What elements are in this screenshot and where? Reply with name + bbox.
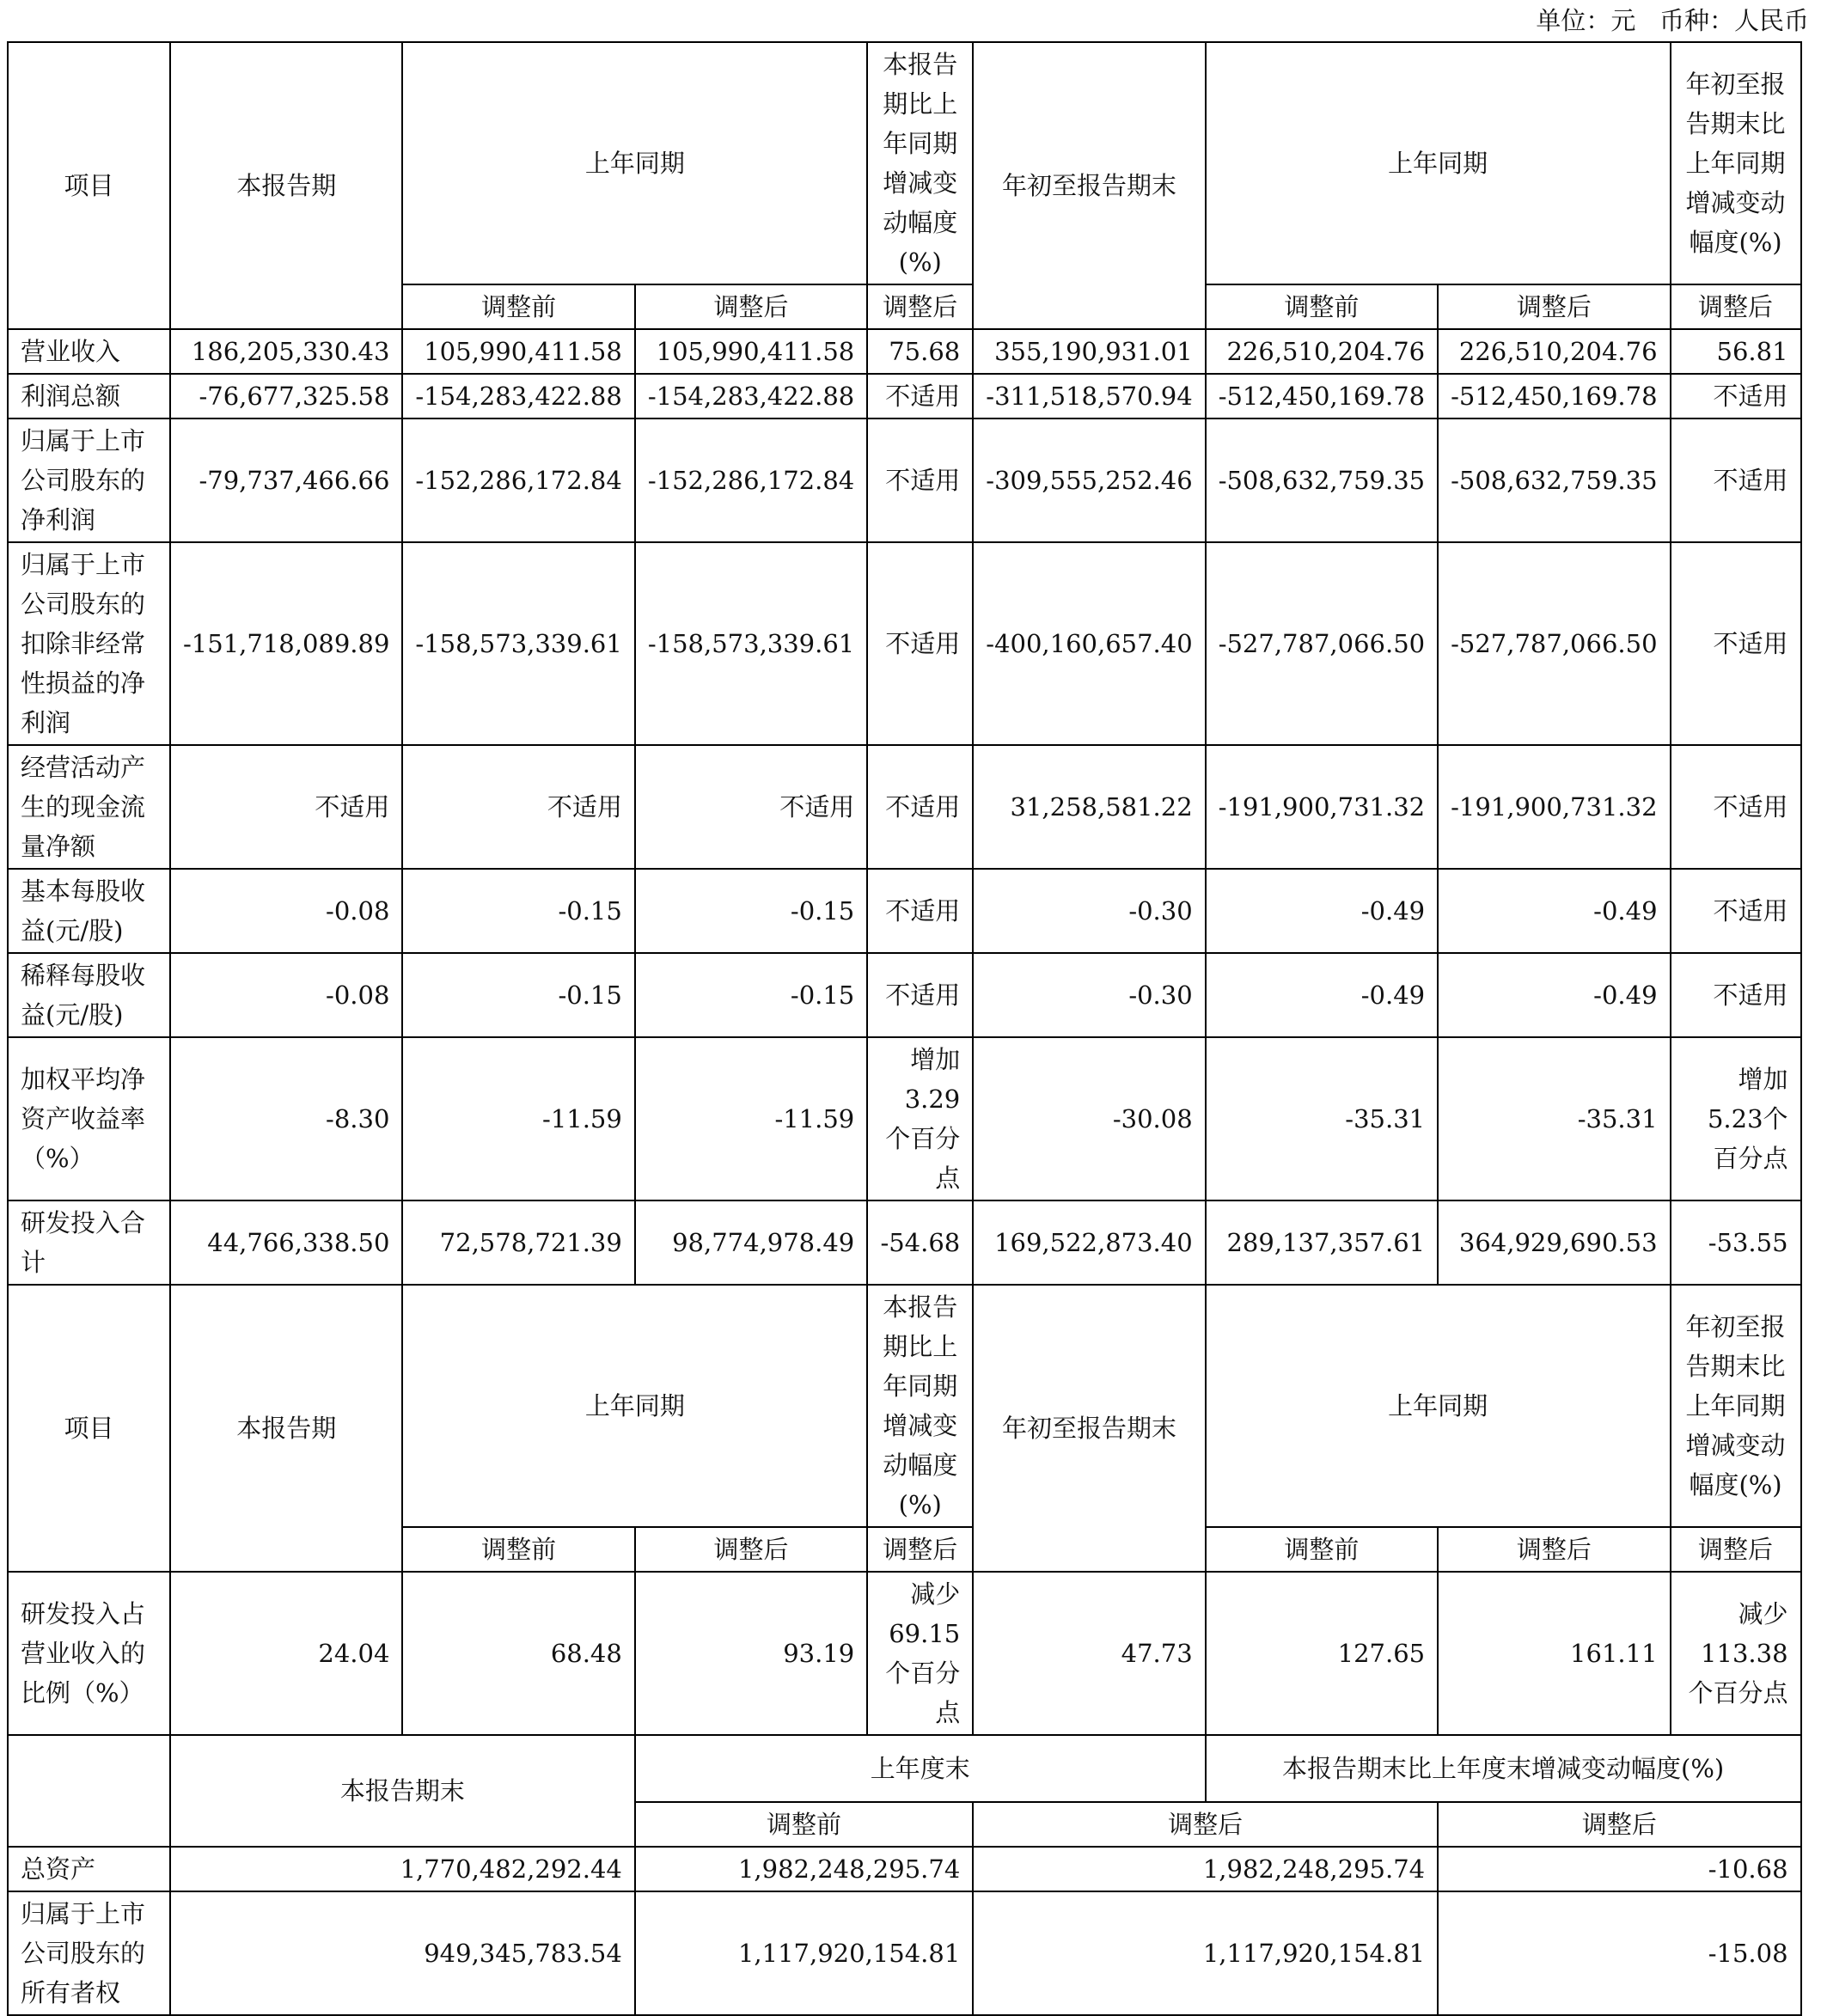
cell-change-current: 不适用 bbox=[867, 374, 973, 418]
cell-change-ytd: 不适用 bbox=[1671, 374, 1801, 418]
cell-prior-after-adj: -154,283,422.88 bbox=[635, 374, 867, 418]
cell-change-balance: -10.68 bbox=[1438, 1847, 1800, 1891]
cell-prior-ytd-after-adj: -191,900,731.32 bbox=[1438, 745, 1670, 869]
balance-rows bbox=[8, 1847, 1801, 2015]
cell-prior-ytd-after-adj: -512,450,169.78 bbox=[1438, 374, 1670, 418]
cell-prior-ytd-before-adj: -527,787,066.50 bbox=[1206, 542, 1438, 745]
income-rows bbox=[8, 329, 1801, 1285]
cell-prior-ytd-before-adj: -508,632,759.35 bbox=[1206, 418, 1438, 542]
cell-current-period: 186,205,330.43 bbox=[170, 329, 402, 374]
row-label: 总资产 bbox=[8, 1847, 170, 1891]
cell-prior-ytd-before-adj: -512,450,169.78 bbox=[1206, 374, 1438, 418]
cell-change-ytd: 不适用 bbox=[1671, 542, 1801, 745]
header-change-ytd: 年初至报告期末比上年同期增减变动幅度(%) bbox=[1671, 42, 1801, 284]
table-row bbox=[8, 374, 1801, 418]
cell-prior-before-adj: -0.15 bbox=[402, 869, 634, 953]
cell-prior-before-adj: 105,990,411.58 bbox=[402, 329, 634, 374]
header-item: 项目 bbox=[8, 1285, 170, 1572]
balance-header-change: 本报告期末比上年度末增减变动幅度(%) bbox=[1206, 1735, 1801, 1802]
cell-current-period: -0.08 bbox=[170, 869, 402, 953]
cell-current-period: 44,766,338.50 bbox=[170, 1200, 402, 1285]
cell-change-ytd: 不适用 bbox=[1671, 745, 1801, 869]
subheader-after-adj: 调整后 bbox=[867, 1527, 973, 1572]
cell-change-ytd: 增加5.23个百分点 bbox=[1671, 1037, 1801, 1200]
cell-change-current: 75.68 bbox=[867, 329, 973, 374]
cell-change-current: 不适用 bbox=[867, 869, 973, 953]
cell-prior-ytd-before-adj: 127.65 bbox=[1206, 1572, 1438, 1735]
cell-ytd: -30.08 bbox=[973, 1037, 1205, 1200]
cell-prior-ytd-after-adj: -508,632,759.35 bbox=[1438, 418, 1670, 542]
balance-header-prior-year-end: 上年度末 bbox=[635, 1735, 1206, 1802]
cell-prior-ytd-before-adj: -35.31 bbox=[1206, 1037, 1438, 1200]
row-label: 加权平均净资产收益率（%） bbox=[8, 1037, 170, 1200]
row-label: 归属于上市公司股东的净利润 bbox=[8, 418, 170, 542]
table-row bbox=[8, 1200, 1801, 1285]
row-label: 归属于上市公司股东的扣除非经常性损益的净利润 bbox=[8, 542, 170, 745]
rd-ratio-rows bbox=[8, 1572, 1801, 1735]
header-prior-year-same-period-ytd: 上年同期 bbox=[1206, 42, 1671, 284]
cell-prior-after-adj: -0.15 bbox=[635, 869, 867, 953]
cell-prior-after-adj: 98,774,978.49 bbox=[635, 1200, 867, 1285]
table-row bbox=[8, 329, 1801, 374]
cell-prior-before-adj: 72,578,721.39 bbox=[402, 1200, 634, 1285]
cell-prior-before-adj: -152,286,172.84 bbox=[402, 418, 634, 542]
cell-prior-ytd-after-adj: -35.31 bbox=[1438, 1037, 1670, 1200]
table-row bbox=[8, 1572, 1801, 1735]
row-label: 稀释每股收益(元/股) bbox=[8, 953, 170, 1037]
cell-prior-ytd-before-adj: -0.49 bbox=[1206, 869, 1438, 953]
cell-prior-year-end-after-adj: 1,982,248,295.74 bbox=[973, 1847, 1438, 1891]
cell-prior-after-adj: -152,286,172.84 bbox=[635, 418, 867, 542]
cell-change-current: 增加 3.29 个百分点 bbox=[867, 1037, 973, 1200]
cell-prior-ytd-before-adj: -0.49 bbox=[1206, 953, 1438, 1037]
cell-change-current: 减少 69.15 个百分点 bbox=[867, 1572, 973, 1735]
subheader-after-adj: 调整后 bbox=[635, 284, 867, 329]
header-prior-year-same-period: 上年同期 bbox=[402, 42, 867, 284]
subheader-after-adj: 调整后 bbox=[1438, 284, 1670, 329]
cell-prior-before-adj: -0.15 bbox=[402, 953, 634, 1037]
subheader-before-adj: 调整前 bbox=[402, 284, 634, 329]
header-item: 项目 bbox=[8, 42, 170, 329]
cell-prior-after-adj: -0.15 bbox=[635, 953, 867, 1037]
table-row bbox=[8, 953, 1801, 1037]
header-change-ytd: 年初至报告期末比上年同期增减变动幅度(%) bbox=[1671, 1285, 1801, 1527]
table-row bbox=[8, 542, 1801, 745]
subheader-before-adj: 调整前 bbox=[402, 1527, 634, 1572]
cell-ytd: 355,190,931.01 bbox=[973, 329, 1205, 374]
cell-ytd: 31,258,581.22 bbox=[973, 745, 1205, 869]
balance-header-blank bbox=[8, 1735, 170, 1847]
header-row bbox=[8, 42, 1801, 284]
cell-prior-after-adj: -158,573,339.61 bbox=[635, 542, 867, 745]
cell-prior-before-adj: -158,573,339.61 bbox=[402, 542, 634, 745]
table-row bbox=[8, 1037, 1801, 1200]
cell-change-balance: -15.08 bbox=[1438, 1891, 1800, 2015]
header-prior-year-same-period: 上年同期 bbox=[402, 1285, 867, 1527]
table-row bbox=[8, 745, 1801, 869]
subheader-before-adj: 调整前 bbox=[1206, 1527, 1438, 1572]
cell-change-ytd: 56.81 bbox=[1671, 329, 1801, 374]
cell-ytd: -311,518,570.94 bbox=[973, 374, 1205, 418]
cell-prior-ytd-after-adj: 161.11 bbox=[1438, 1572, 1670, 1735]
cell-prior-ytd-before-adj: -191,900,731.32 bbox=[1206, 745, 1438, 869]
cell-prior-after-adj: 93.19 bbox=[635, 1572, 867, 1735]
cell-current-period: -151,718,089.89 bbox=[170, 542, 402, 745]
row-label: 利润总额 bbox=[8, 374, 170, 418]
cell-change-current: -54.68 bbox=[867, 1200, 973, 1285]
header-current-period: 本报告期 bbox=[170, 1285, 402, 1572]
cell-current-period: 不适用 bbox=[170, 745, 402, 869]
cell-change-ytd: 减少113.38个百分点 bbox=[1671, 1572, 1801, 1735]
cell-current-period: 24.04 bbox=[170, 1572, 402, 1735]
cell-prior-before-adj: -11.59 bbox=[402, 1037, 634, 1200]
cell-change-current: 不适用 bbox=[867, 418, 973, 542]
subheader-before-adj: 调整前 bbox=[1206, 284, 1438, 329]
cell-change-ytd: 不适用 bbox=[1671, 953, 1801, 1037]
cell-change-current: 不适用 bbox=[867, 953, 973, 1037]
subheader-after-adj: 调整后 bbox=[1671, 284, 1801, 329]
table-row bbox=[8, 418, 1801, 542]
subheader-after-adj: 调整后 bbox=[1671, 1527, 1801, 1572]
subheader-after-adj: 调整后 bbox=[867, 284, 973, 329]
subheader-after-adj: 调整后 bbox=[1438, 1527, 1670, 1572]
row-label: 基本每股收益(元/股) bbox=[8, 869, 170, 953]
row-label: 研发投入占营业收入的比例（%） bbox=[8, 1572, 170, 1735]
row-label: 经营活动产生的现金流量净额 bbox=[8, 745, 170, 869]
cell-change-current: 不适用 bbox=[867, 542, 973, 745]
cell-prior-ytd-after-adj: 364,929,690.53 bbox=[1438, 1200, 1670, 1285]
table-row bbox=[8, 869, 1801, 953]
header-current-period: 本报告期 bbox=[170, 42, 402, 329]
cell-change-current: 不适用 bbox=[867, 745, 973, 869]
cell-prior-ytd-after-adj: 226,510,204.76 bbox=[1438, 329, 1670, 374]
cell-prior-after-adj: 105,990,411.58 bbox=[635, 329, 867, 374]
cell-ytd: -309,555,252.46 bbox=[973, 418, 1205, 542]
cell-ytd: -0.30 bbox=[973, 953, 1205, 1037]
row-label: 归属于上市公司股东的所有者权 bbox=[8, 1891, 170, 2015]
cell-change-ytd: 不适用 bbox=[1671, 418, 1801, 542]
cell-prior-before-adj: 不适用 bbox=[402, 745, 634, 869]
balance-subheader-after-adj: 调整后 bbox=[973, 1802, 1438, 1847]
balance-header-row bbox=[8, 1735, 1801, 1802]
cell-current-period-end: 949,345,783.54 bbox=[170, 1891, 635, 2015]
cell-prior-after-adj: -11.59 bbox=[635, 1037, 867, 1200]
row-label: 研发投入合计 bbox=[8, 1200, 170, 1285]
header-row bbox=[8, 1285, 1801, 1527]
header-change-current: 本报告期比上年同期增减变动幅度(%) bbox=[867, 1285, 973, 1527]
table-row bbox=[8, 1847, 1801, 1891]
header-ytd: 年初至报告期末 bbox=[973, 42, 1205, 329]
cell-prior-ytd-before-adj: 289,137,357.61 bbox=[1206, 1200, 1438, 1285]
cell-prior-year-end-after-adj: 1,117,920,154.81 bbox=[973, 1891, 1438, 2015]
cell-prior-year-end-before-adj: 1,117,920,154.81 bbox=[635, 1891, 973, 2015]
unit-currency-note: 单位：元 币种：人民币 bbox=[1536, 6, 1809, 35]
cell-ytd: -0.30 bbox=[973, 869, 1205, 953]
cell-prior-ytd-before-adj: 226,510,204.76 bbox=[1206, 329, 1438, 374]
balance-subheader-after-adj: 调整后 bbox=[1438, 1802, 1800, 1847]
cell-ytd: 47.73 bbox=[973, 1572, 1205, 1735]
cell-current-period: -76,677,325.58 bbox=[170, 374, 402, 418]
balance-subheader-before-adj: 调整前 bbox=[635, 1802, 973, 1847]
cell-prior-before-adj: -154,283,422.88 bbox=[402, 374, 634, 418]
cell-prior-ytd-after-adj: -0.49 bbox=[1438, 869, 1670, 953]
cell-change-ytd: 不适用 bbox=[1671, 869, 1801, 953]
table-row bbox=[8, 1891, 1801, 2015]
header-ytd: 年初至报告期末 bbox=[973, 1285, 1205, 1572]
cell-current-period-end: 1,770,482,292.44 bbox=[170, 1847, 635, 1891]
header-change-current: 本报告期比上年同期增减变动幅度(%) bbox=[867, 42, 973, 284]
cell-ytd: 169,522,873.40 bbox=[973, 1200, 1205, 1285]
balance-header-current-end: 本报告期末 bbox=[170, 1735, 635, 1847]
cell-prior-year-end-before-adj: 1,982,248,295.74 bbox=[635, 1847, 973, 1891]
cell-prior-ytd-after-adj: -527,787,066.50 bbox=[1438, 542, 1670, 745]
cell-current-period: -8.30 bbox=[170, 1037, 402, 1200]
cell-current-period: -79,737,466.66 bbox=[170, 418, 402, 542]
cell-prior-before-adj: 68.48 bbox=[402, 1572, 634, 1735]
row-label: 营业收入 bbox=[8, 329, 170, 374]
cell-ytd: -400,160,657.40 bbox=[973, 542, 1205, 745]
subheader-after-adj: 调整后 bbox=[635, 1527, 867, 1572]
cell-prior-ytd-after-adj: -0.49 bbox=[1438, 953, 1670, 1037]
header-prior-year-same-period-ytd: 上年同期 bbox=[1206, 1285, 1671, 1527]
cell-current-period: -0.08 bbox=[170, 953, 402, 1037]
cell-prior-after-adj: 不适用 bbox=[635, 745, 867, 869]
financial-data-table bbox=[7, 41, 1802, 2016]
cell-change-ytd: -53.55 bbox=[1671, 1200, 1801, 1285]
